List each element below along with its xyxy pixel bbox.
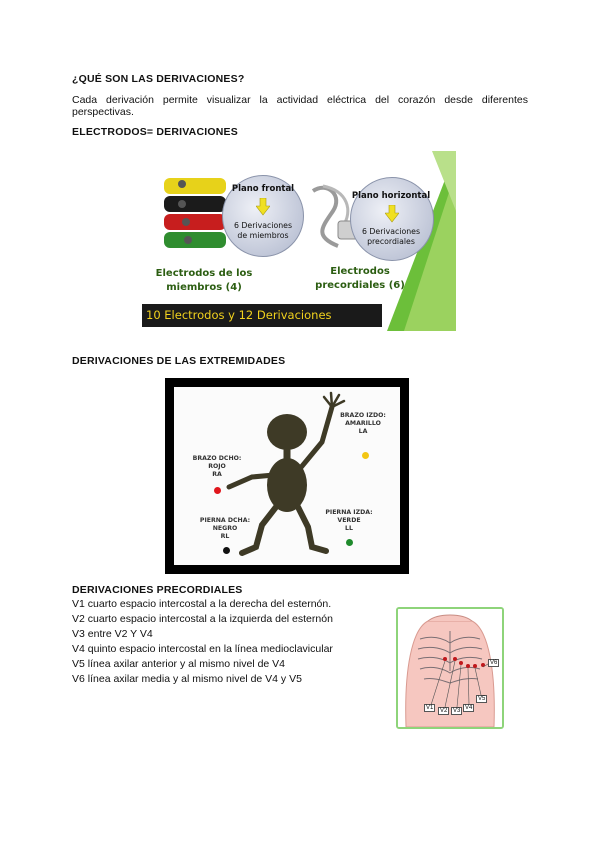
- precordial-item-v5: V5 línea axilar anterior y al mismo nivel de V4: [72, 658, 286, 670]
- right-arm-label-line1: BRAZO DCHO:: [192, 455, 242, 462]
- horizontal-body-line1: 6 Derivaciones: [361, 227, 421, 236]
- right-arm-code: RA: [212, 471, 222, 478]
- chest-label-v2: V2: [440, 708, 448, 714]
- electrodes-leads-figure: [142, 151, 456, 331]
- precordial-electrodes-caption-line2: precordiales (6): [315, 280, 405, 291]
- chest-label-v1: V1: [426, 705, 434, 711]
- arrow-down-icon: [256, 198, 270, 216]
- frontal-body-line2: de miembros: [237, 231, 289, 240]
- left-leg-label-line1: PIERNA IZDA:: [325, 509, 373, 516]
- chest-ribcage-illustration: [398, 609, 502, 727]
- precordial-electrodes-caption-line1: Electrodos: [330, 266, 390, 277]
- right-arm-electrode-dot: [214, 487, 221, 494]
- right-leg-label-line2: NEGRO: [212, 525, 238, 532]
- left-arm-label-line1: BRAZO IZDO:: [340, 412, 386, 419]
- chest-label-v3: V3: [453, 708, 461, 714]
- chest-label-v5: V5: [478, 696, 486, 702]
- arrow-down-icon: [385, 205, 399, 223]
- left-leg-electrode-dot: [346, 539, 353, 546]
- precordial-electrodes-figure: [396, 607, 504, 729]
- limb-electrodes-caption-line1: Electrodos de los: [155, 268, 253, 279]
- left-leg-label-line2: VERDE: [337, 517, 361, 524]
- left-arm-label-line2: AMARILLO: [345, 420, 381, 427]
- intro-paragraph: Cada derivación permite visualizar la actividad eléctrica del corazón desde diferentes perspectivas.: [72, 94, 528, 118]
- section-title-precordial-leads: DERIVACIONES PRECORDIALES: [72, 584, 243, 596]
- right-leg-code: RL: [220, 533, 230, 540]
- precordial-item-v6: V6 línea axilar media y al mismo nivel de V4 y V5: [72, 673, 302, 685]
- limb-leads-figure: [165, 378, 409, 574]
- limb-electrodes-caption-line2: miembros (4): [166, 282, 242, 293]
- precordial-item-v3: V3 entre V2 Y V4: [72, 628, 153, 640]
- precordial-item-v2: V2 cuarto espacio intercostal a la izquierda del esternón: [72, 613, 333, 625]
- chest-label-v4: V4: [465, 705, 473, 711]
- electrodes-summary-banner: 10 Electrodos y 12 Derivaciones: [142, 304, 382, 327]
- right-leg-label-line1: PIERNA DCHA:: [199, 517, 251, 524]
- section-title-what-are-leads: ¿QUÉ SON LAS DERIVACIONES?: [72, 73, 245, 85]
- left-arm-electrode-dot: [362, 452, 369, 459]
- horizontal-plane-title: Plano horizontal: [351, 191, 431, 201]
- right-leg-electrode-dot: [223, 547, 230, 554]
- frontal-body-line1: 6 Derivaciones: [233, 221, 293, 230]
- left-leg-code: LL: [345, 525, 353, 532]
- frontal-plane-title: Plano frontal: [231, 184, 295, 194]
- limb-electrode-cables-image: [164, 176, 226, 254]
- right-arm-label-line2: ROJO: [208, 463, 226, 470]
- left-arm-code: LA: [358, 428, 368, 435]
- section-title-limb-leads: DERIVACIONES DE LAS EXTREMIDADES: [72, 355, 286, 367]
- section-title-electrodes: ELECTRODOS= DERIVACIONES: [72, 126, 238, 138]
- chest-label-v6: V6: [490, 660, 498, 666]
- horizontal-body-line2: precordiales: [367, 237, 415, 246]
- precordial-item-v1: V1 cuarto espacio intercostal a la derecha del esternón.: [72, 598, 332, 610]
- precordial-item-v4: V4 quinto espacio intercostal en la línea medioclavicular: [72, 643, 333, 655]
